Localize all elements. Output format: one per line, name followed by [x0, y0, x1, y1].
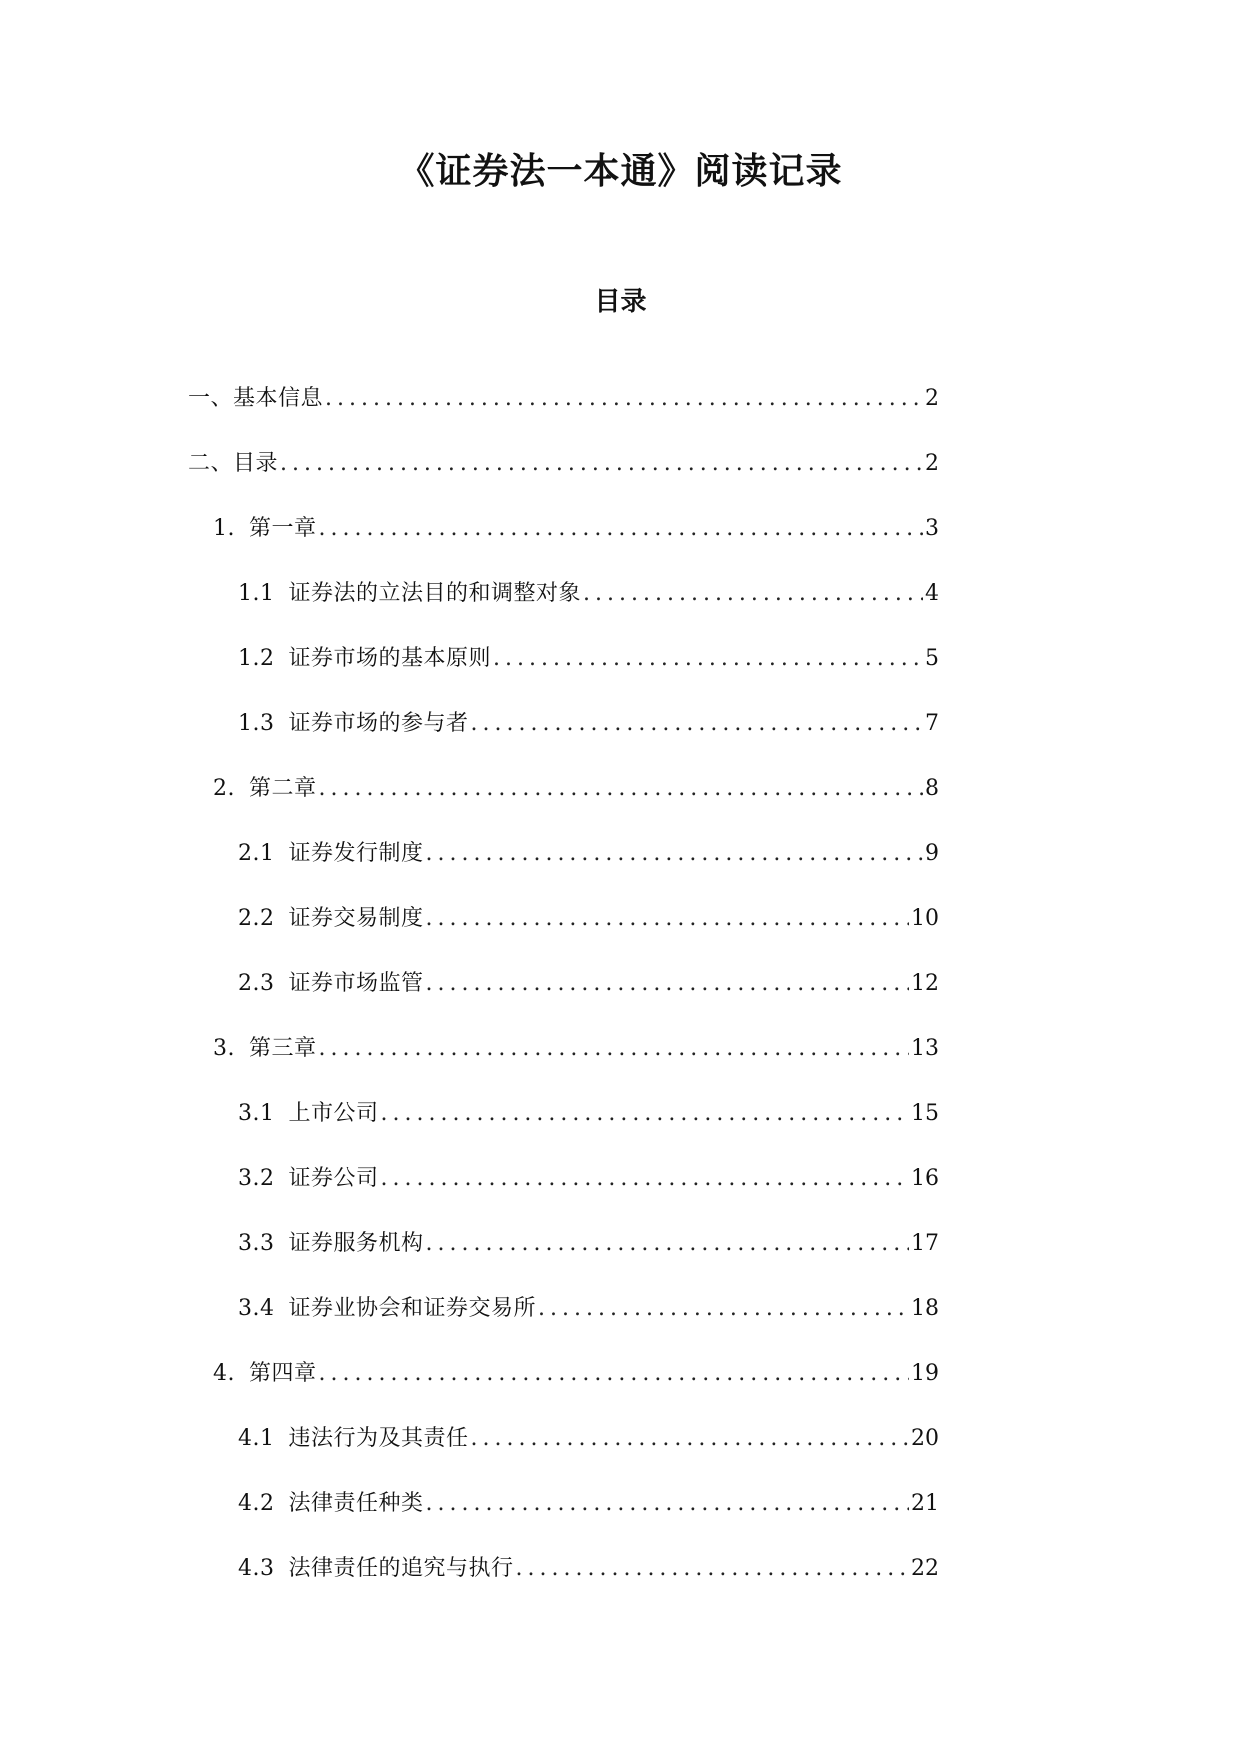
toc-entry-number: 4.1 [238, 1426, 275, 1451]
toc-entry-text: 上市公司 [288, 1101, 379, 1126]
toc-dot-leader [426, 904, 909, 934]
toc-entry-4-3[interactable] [0, 1554, 1241, 1619]
toc-entry-number: 4.3 [238, 1556, 275, 1581]
toc-dot-leader [280, 449, 923, 479]
toc-entry-number: 3.1 [238, 1101, 275, 1126]
toc-entry-text: 证券公司 [288, 1166, 379, 1191]
toc-entry-page: 22 [911, 1556, 939, 1581]
toc-entry-text: 一、基本信息 [188, 386, 324, 411]
toc-entry-3-2[interactable] [0, 1164, 1241, 1229]
toc-entry-chapter-4[interactable] [0, 1359, 1241, 1424]
toc-entry-number: 3. [213, 1036, 235, 1061]
toc-entry-page: 20 [911, 1426, 939, 1451]
toc-entry-number: 3.3 [238, 1231, 275, 1256]
toc-dot-leader [471, 1424, 909, 1454]
document-title: 《证券法一本通》阅读记录 [398, 151, 843, 192]
toc-entry-page: 4 [925, 581, 939, 606]
toc-entry-label [238, 839, 424, 869]
toc-entry-label [188, 384, 323, 414]
toc-dot-leader [426, 1229, 909, 1259]
toc-entry-text: 第一章 [249, 516, 317, 541]
toc-entry-text: 证券交易制度 [288, 906, 424, 931]
toc-entry-page: 15 [911, 1101, 939, 1126]
toc-dot-leader [538, 1294, 909, 1324]
toc-entry-number: 4.2 [238, 1491, 275, 1516]
toc-dot-leader [325, 384, 923, 414]
table-of-contents [0, 384, 1241, 1619]
toc-entry-page: 8 [925, 776, 939, 801]
toc-entry-label [238, 709, 469, 739]
toc-entry-label [238, 1294, 536, 1324]
toc-entry-text: 第二章 [249, 776, 317, 801]
toc-entry-page: 13 [911, 1036, 939, 1061]
toc-entry-3-4[interactable] [0, 1294, 1241, 1359]
toc-dot-leader [471, 709, 923, 739]
toc-entry-label [238, 904, 424, 934]
toc-entry-text: 证券服务机构 [288, 1231, 424, 1256]
toc-entry-number: 3.2 [238, 1166, 275, 1191]
toc-entry-label [213, 514, 317, 544]
toc-entry-label [213, 1034, 317, 1064]
toc-entry-text: 证券市场的参与者 [288, 711, 469, 736]
toc-entry-2-2[interactable] [0, 904, 1241, 969]
toc-entry-1-1[interactable] [0, 579, 1241, 644]
toc-entry-number: 1. [213, 516, 235, 541]
toc-dot-leader [583, 579, 923, 609]
toc-entry-page: 16 [911, 1166, 939, 1191]
toc-entry-chapter-3[interactable] [0, 1034, 1241, 1099]
toc-dot-leader [426, 839, 923, 869]
toc-dot-leader [426, 1489, 909, 1519]
toc-entry-label [238, 1554, 514, 1584]
toc-entry-text: 法律责任种类 [288, 1491, 424, 1516]
toc-entry-number: 4. [213, 1361, 235, 1386]
toc-entry-text: 证券市场的基本原则 [288, 646, 492, 671]
toc-entry-number: 2. [213, 776, 235, 801]
toc-entry-text: 法律责任的追究与执行 [288, 1556, 514, 1581]
toc-dot-leader [319, 1034, 909, 1064]
toc-dot-leader [319, 774, 923, 804]
toc-entry-4-1[interactable] [0, 1424, 1241, 1489]
toc-entry-number: 1.2 [238, 646, 275, 671]
toc-entry-label [238, 1229, 424, 1259]
toc-entry-page: 18 [911, 1296, 939, 1321]
toc-entry-page: 19 [911, 1361, 939, 1386]
toc-entry-chapter-1[interactable] [0, 514, 1241, 579]
toc-entry-label [213, 774, 317, 804]
toc-entry-text: 证券法的立法目的和调整对象 [288, 581, 582, 606]
toc-entry-page: 9 [925, 841, 939, 866]
toc-dot-leader [381, 1099, 909, 1129]
toc-dot-leader [426, 969, 909, 999]
toc-dot-leader [493, 644, 923, 674]
toc-entry-label [238, 1424, 469, 1454]
toc-entry-number: 3.4 [238, 1296, 275, 1321]
toc-entry-3-3[interactable] [0, 1229, 1241, 1294]
toc-entry-page: 17 [911, 1231, 939, 1256]
toc-dot-leader [516, 1554, 909, 1584]
toc-entry-basic-info[interactable] [0, 384, 1241, 449]
toc-entry-text: 证券发行制度 [288, 841, 424, 866]
toc-entry-page: 5 [925, 646, 939, 671]
toc-entry-1-3[interactable] [0, 709, 1241, 774]
toc-entry-page: 21 [911, 1491, 939, 1516]
toc-entry-contents[interactable] [0, 449, 1241, 514]
toc-entry-1-2[interactable] [0, 644, 1241, 709]
toc-dot-leader [319, 1359, 909, 1389]
toc-entry-page: 3 [925, 516, 939, 541]
toc-entry-page: 10 [911, 906, 939, 931]
toc-entry-text: 二、目录 [188, 451, 279, 476]
toc-entry-label [188, 449, 278, 479]
toc-dot-leader [319, 514, 923, 544]
toc-entry-label [238, 1099, 379, 1129]
toc-entry-2-1[interactable] [0, 839, 1241, 904]
toc-entry-label [238, 969, 424, 999]
toc-entry-number: 1.3 [238, 711, 275, 736]
toc-entry-2-3[interactable] [0, 969, 1241, 1034]
toc-entry-number: 2.2 [238, 906, 275, 931]
toc-entry-label [238, 579, 581, 609]
toc-entry-text: 证券市场监管 [288, 971, 424, 996]
toc-entry-number: 2.3 [238, 971, 275, 996]
toc-entry-label [238, 1164, 379, 1194]
toc-heading: 目录 [594, 287, 647, 317]
toc-entry-page: 2 [925, 386, 939, 411]
toc-entry-text: 第三章 [249, 1036, 317, 1061]
toc-entry-page: 7 [925, 711, 939, 736]
toc-entry-text: 第四章 [249, 1361, 317, 1386]
toc-entry-number: 2.1 [238, 841, 275, 866]
toc-entry-text: 证券业协会和证券交易所 [288, 1296, 537, 1321]
toc-entry-3-1[interactable] [0, 1099, 1241, 1164]
toc-entry-page: 2 [925, 451, 939, 476]
toc-entry-chapter-2[interactable] [0, 774, 1241, 839]
toc-entry-page: 12 [911, 971, 939, 996]
toc-entry-label [238, 644, 491, 674]
toc-entry-4-2[interactable] [0, 1489, 1241, 1554]
toc-dot-leader [381, 1164, 909, 1194]
toc-entry-number: 1.1 [238, 581, 275, 606]
toc-entry-label [238, 1489, 424, 1519]
toc-entry-label [213, 1359, 317, 1389]
toc-entry-text: 违法行为及其责任 [288, 1426, 469, 1451]
